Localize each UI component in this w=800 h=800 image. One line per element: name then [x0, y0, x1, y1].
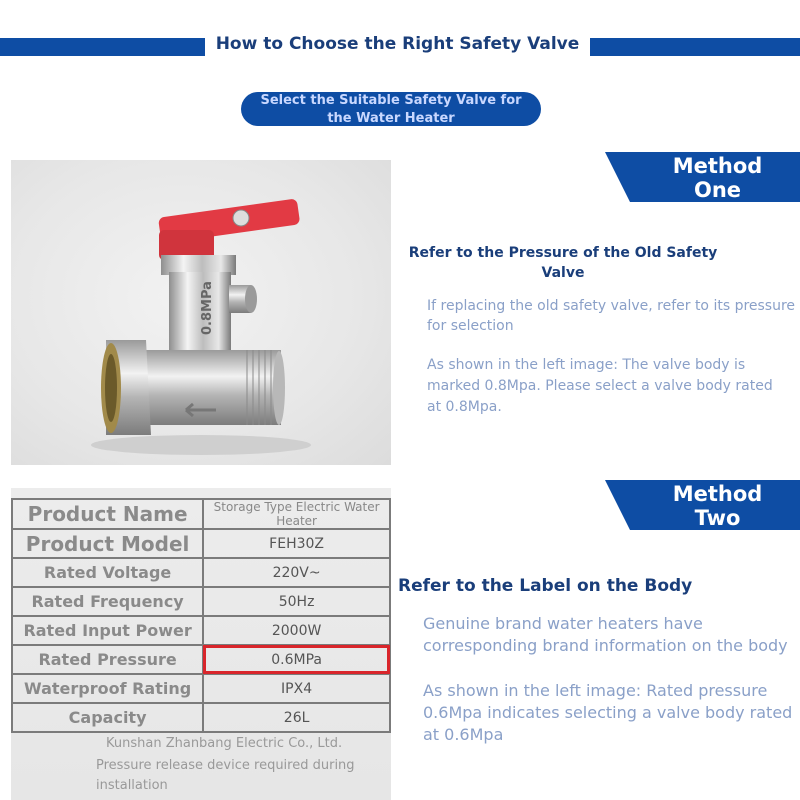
table-row: [12, 674, 390, 703]
table-row: [12, 558, 390, 587]
label-value: Storage Type Electric Water Heater: [203, 499, 390, 529]
badge-line-1: Method: [672, 482, 763, 506]
label-key: Rated Frequency: [12, 587, 203, 616]
label-plate-photo: [11, 488, 391, 800]
method-two-paragraph-1: Genuine brand water heaters have corresponding brand information on the body: [423, 614, 788, 655]
table-row: [12, 499, 390, 529]
badge-line-2: Two: [694, 506, 741, 530]
method-two-badge: [605, 480, 800, 530]
label-key: Rated Input Power: [12, 616, 203, 645]
table-row: [12, 616, 390, 645]
valve-illustration: [11, 160, 391, 465]
valve-marking: 0.8MPa: [200, 281, 215, 335]
valve-photo: [11, 160, 391, 465]
label-key: Waterproof Rating: [12, 674, 203, 703]
label-key: Rated Pressure: [12, 645, 203, 674]
method-one-title: Refer to the Pressure of the Old Safety Valve: [408, 245, 718, 281]
installation-note: Pressure release device required during installation: [96, 758, 355, 793]
table-row: [12, 529, 390, 558]
method-one-paragraph-1: If replacing the old safety valve, refer to its pressure for selection: [427, 298, 796, 334]
label-value: FEH30Z: [203, 529, 390, 558]
table-row: [12, 645, 390, 674]
header-bar-left: [0, 38, 205, 56]
badge-line-1: Method: [672, 154, 763, 178]
method-one-badge: [605, 152, 800, 202]
label-key: Product Model: [12, 529, 203, 558]
label-value: IPX4: [203, 674, 390, 703]
label-value: 220V~: [203, 558, 390, 587]
pill-line-1: Select the Suitable Safety Valve for: [260, 93, 522, 108]
subtitle-pill: [241, 92, 541, 126]
badge-line-2: One: [693, 178, 742, 202]
label-value: 2000W: [203, 616, 390, 645]
page-title: How to Choose the Right Safety Valve: [215, 34, 580, 54]
table-row: [12, 703, 390, 732]
pill-line-2: the Water Heater: [327, 111, 455, 126]
label-value: 50Hz: [203, 587, 390, 616]
table-row: [12, 587, 390, 616]
label-value-highlighted: 0.6MPa: [203, 645, 390, 674]
label-key: Capacity: [12, 703, 203, 732]
label-key: Rated Voltage: [12, 558, 203, 587]
header-bar-right: [590, 38, 800, 56]
manufacturer-text: Kunshan Zhanbang Electric Co., Ltd.: [106, 736, 343, 751]
method-two-title: Refer to the Label on the Body: [398, 576, 693, 596]
label-value: 26L: [203, 703, 390, 732]
method-one-paragraph-2: As shown in the left image: The valve body is marked 0.8Mpa. Please select a valve body rated at 0.8Mpa.: [427, 357, 773, 415]
label-key: Product Name: [12, 499, 203, 529]
method-two-paragraph-2: As shown in the left image: Rated pressure 0.6Mpa indicates selecting a valve body rated at 0.6Mpa: [423, 681, 793, 744]
label-table: [11, 498, 391, 733]
